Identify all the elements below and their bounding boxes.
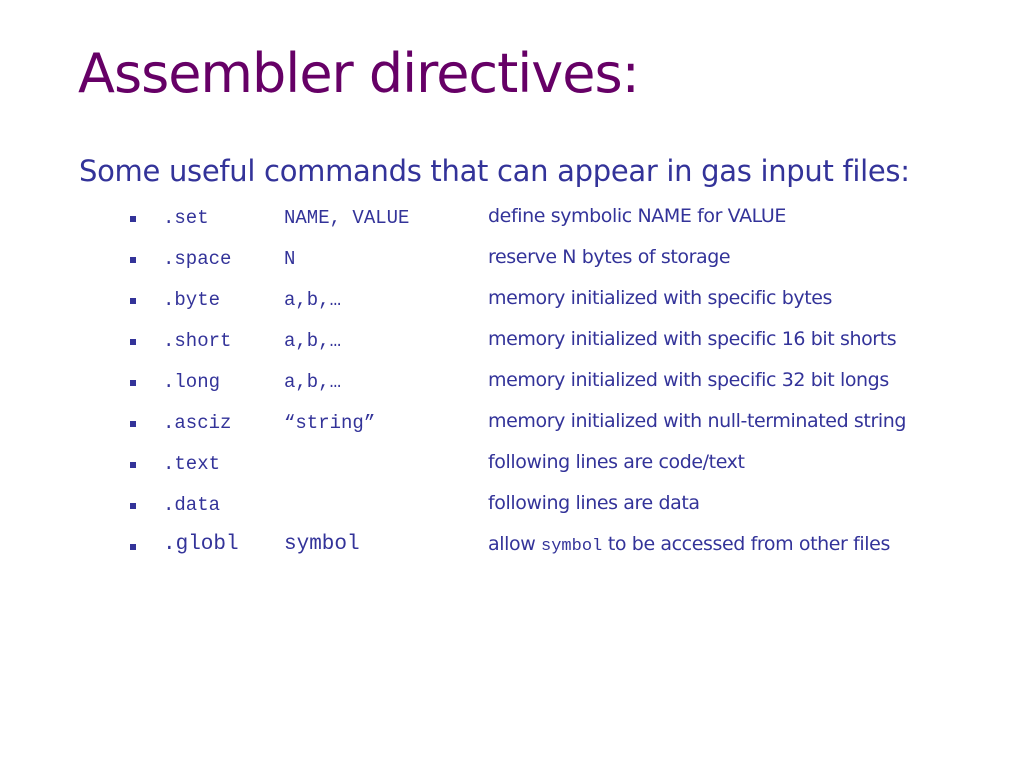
square-bullet-icon: [130, 421, 136, 427]
list-item: [0, 286, 1024, 316]
directive-args: N: [284, 248, 296, 270]
directive-description: [488, 533, 890, 556]
square-bullet-icon: [130, 380, 136, 386]
list-item: [0, 327, 1024, 357]
directive-description: memory initialized with specific 16 bit shorts: [488, 328, 897, 350]
directive-args: “string”: [284, 412, 376, 434]
square-bullet-icon: [130, 339, 136, 345]
directive-args: a,b,…: [284, 330, 342, 352]
directive-command: .space: [163, 248, 232, 270]
square-bullet-icon: [130, 462, 136, 468]
directive-description: memory initialized with null-terminated string: [488, 410, 907, 432]
list-item: [0, 204, 1024, 234]
square-bullet-icon: [130, 257, 136, 263]
directive-description: following lines are data: [488, 492, 700, 514]
directive-args: a,b,…: [284, 289, 342, 311]
directive-description: memory initialized with specific bytes: [488, 287, 833, 309]
directive-description: memory initialized with specific 32 bit longs: [488, 369, 889, 391]
directive-description: following lines are code/text: [488, 451, 745, 473]
directive-command: .long: [163, 371, 221, 393]
description-code: symbol: [541, 537, 603, 556]
square-bullet-icon: [130, 544, 136, 550]
slide-subtitle: Some useful commands that can appear in gas input files:: [79, 154, 910, 188]
directive-command: .asciz: [163, 412, 232, 434]
directive-command: .set: [163, 207, 209, 229]
list-item: [0, 450, 1024, 480]
square-bullet-icon: [130, 216, 136, 222]
square-bullet-icon: [130, 298, 136, 304]
directive-description: reserve N bytes of storage: [488, 246, 731, 268]
list-item: [0, 245, 1024, 275]
directive-args: symbol: [284, 533, 360, 556]
list-item: [0, 491, 1024, 521]
directive-args: a,b,…: [284, 371, 342, 393]
directive-command: .text: [163, 453, 221, 475]
slide-title: Assembler directives:: [78, 42, 639, 105]
directive-command: .data: [163, 494, 221, 516]
directive-command: .short: [163, 330, 232, 352]
description-prefix: allow: [488, 533, 542, 555]
directive-command: .globl: [163, 533, 239, 556]
directive-args: NAME, VALUE: [284, 207, 410, 229]
list-item: [0, 409, 1024, 439]
list-item: [0, 368, 1024, 398]
square-bullet-icon: [130, 503, 136, 509]
description-suffix: to be accessed from other files: [602, 533, 890, 555]
directive-command: .byte: [163, 289, 221, 311]
directive-description: define symbolic NAME for VALUE: [488, 205, 787, 227]
list-item: [0, 532, 1024, 562]
